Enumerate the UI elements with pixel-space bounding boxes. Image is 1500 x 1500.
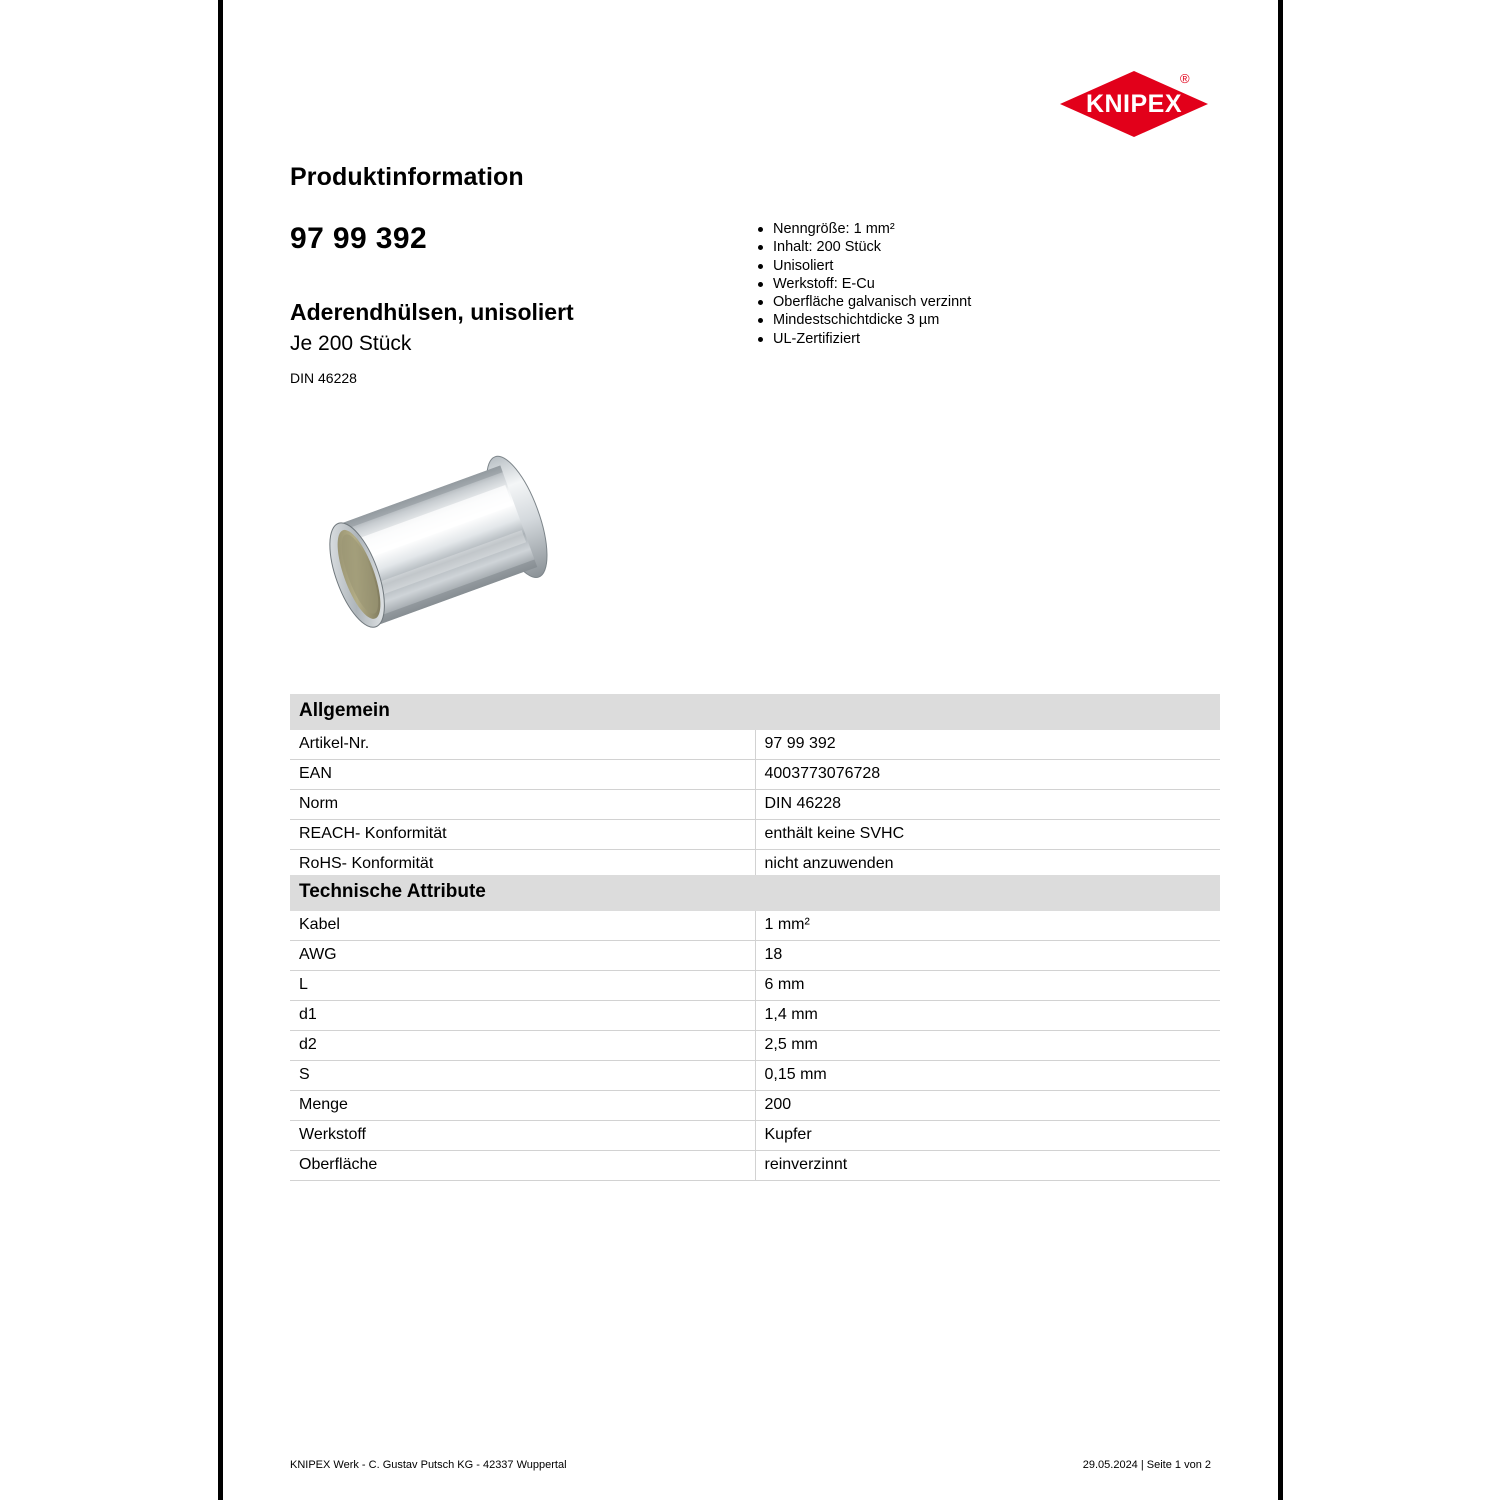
feature-list-item: Nenngröße: 1 mm² [740, 220, 971, 238]
table-cell-value: reinverzinnt [755, 1151, 1220, 1181]
table-row [290, 790, 1220, 820]
specification-table-technische-attribute [290, 875, 1220, 1181]
table-cell-value: Kupfer [755, 1121, 1220, 1151]
section-header-technische-attribute: Technische Attribute [290, 875, 1220, 911]
table-row [290, 1091, 1220, 1121]
section-header-allgemein: Allgemein [290, 694, 1220, 730]
table-cell-key: EAN [290, 760, 755, 790]
table-cell-key: AWG [290, 941, 755, 971]
footer-company: KNIPEX Werk - C. Gustav Putsch KG - 42337 Wuppertal [290, 1459, 567, 1471]
table-row [290, 941, 1220, 971]
table-cell-value: 1 mm² [755, 911, 1220, 941]
feature-list-item: UL-Zertifiziert [740, 330, 971, 348]
document-page [218, 0, 1283, 1500]
feature-list [740, 220, 971, 348]
feature-list-item: Werkstoff: E-Cu [740, 275, 971, 293]
table-cell-key: L [290, 971, 755, 1001]
table-cell-value: nicht anzuwenden [755, 850, 1220, 880]
table-cell-key: REACH- Konformität [290, 820, 755, 850]
page-content [223, 0, 1278, 1500]
table-cell-value: 4003773076728 [755, 760, 1220, 790]
table-cell-key: S [290, 1061, 755, 1091]
product-norm-label: DIN 46228 [290, 370, 357, 386]
table-cell-key: Kabel [290, 911, 755, 941]
logo-wordmark: KNIPEX [1085, 89, 1183, 118]
table-row [290, 760, 1220, 790]
product-title: Aderendhülsen, unisoliert [290, 299, 574, 325]
product-subtitle: Je 200 Stück [290, 332, 412, 355]
article-number-heading: 97 99 392 [290, 222, 428, 255]
table-cell-value: 18 [755, 941, 1220, 971]
table-row [290, 1061, 1220, 1091]
feature-list-item: Unisoliert [740, 257, 971, 275]
table-body-allgemein [290, 730, 1220, 880]
feature-list-item: Inhalt: 200 Stück [740, 238, 971, 256]
table-cell-value: 1,4 mm [755, 1001, 1220, 1031]
table-row [290, 911, 1220, 941]
table-row [290, 1121, 1220, 1151]
table-cell-value: 0,15 mm [755, 1061, 1220, 1091]
table-row [290, 971, 1220, 1001]
ferrule-illustration [290, 420, 585, 672]
table-cell-key: Artikel-Nr. [290, 730, 755, 760]
table-cell-value: enthält keine SVHC [755, 820, 1220, 850]
table-row [290, 1031, 1220, 1061]
table-row [290, 730, 1220, 760]
table-cell-key: Menge [290, 1091, 755, 1121]
product-photo [290, 420, 585, 672]
table-cell-key: d2 [290, 1031, 755, 1061]
feature-list-item: Mindestschichtdicke 3 µm [740, 311, 971, 329]
feature-list-item: Oberfläche galvanisch verzinnt [740, 293, 971, 311]
specification-table-allgemein [290, 694, 1220, 880]
table-cell-key: Oberfläche [290, 1151, 755, 1181]
table-row [290, 1001, 1220, 1031]
table-cell-key: RoHS- Konformität [290, 850, 755, 880]
table-cell-value: 6 mm [755, 971, 1220, 1001]
footer-page-info: 29.05.2024 | Seite 1 von 2 [1082, 1459, 1211, 1471]
table-cell-value: 97 99 392 [755, 730, 1220, 760]
table-section-header-row [290, 875, 1220, 911]
table-body-technische-attribute [290, 911, 1220, 1181]
registered-trademark-icon: ® [1180, 71, 1190, 86]
table-row [290, 1151, 1220, 1181]
table-cell-value: DIN 46228 [755, 790, 1220, 820]
document-type-title: Produktinformation [290, 163, 524, 191]
knipex-logo [1060, 64, 1212, 140]
table-cell-key: Werkstoff [290, 1121, 755, 1151]
table-cell-value: 2,5 mm [755, 1031, 1220, 1061]
table-row [290, 820, 1220, 850]
table-cell-value: 200 [755, 1091, 1220, 1121]
table-section-header-row [290, 694, 1220, 730]
table-cell-key: Norm [290, 790, 755, 820]
table-cell-key: d1 [290, 1001, 755, 1031]
